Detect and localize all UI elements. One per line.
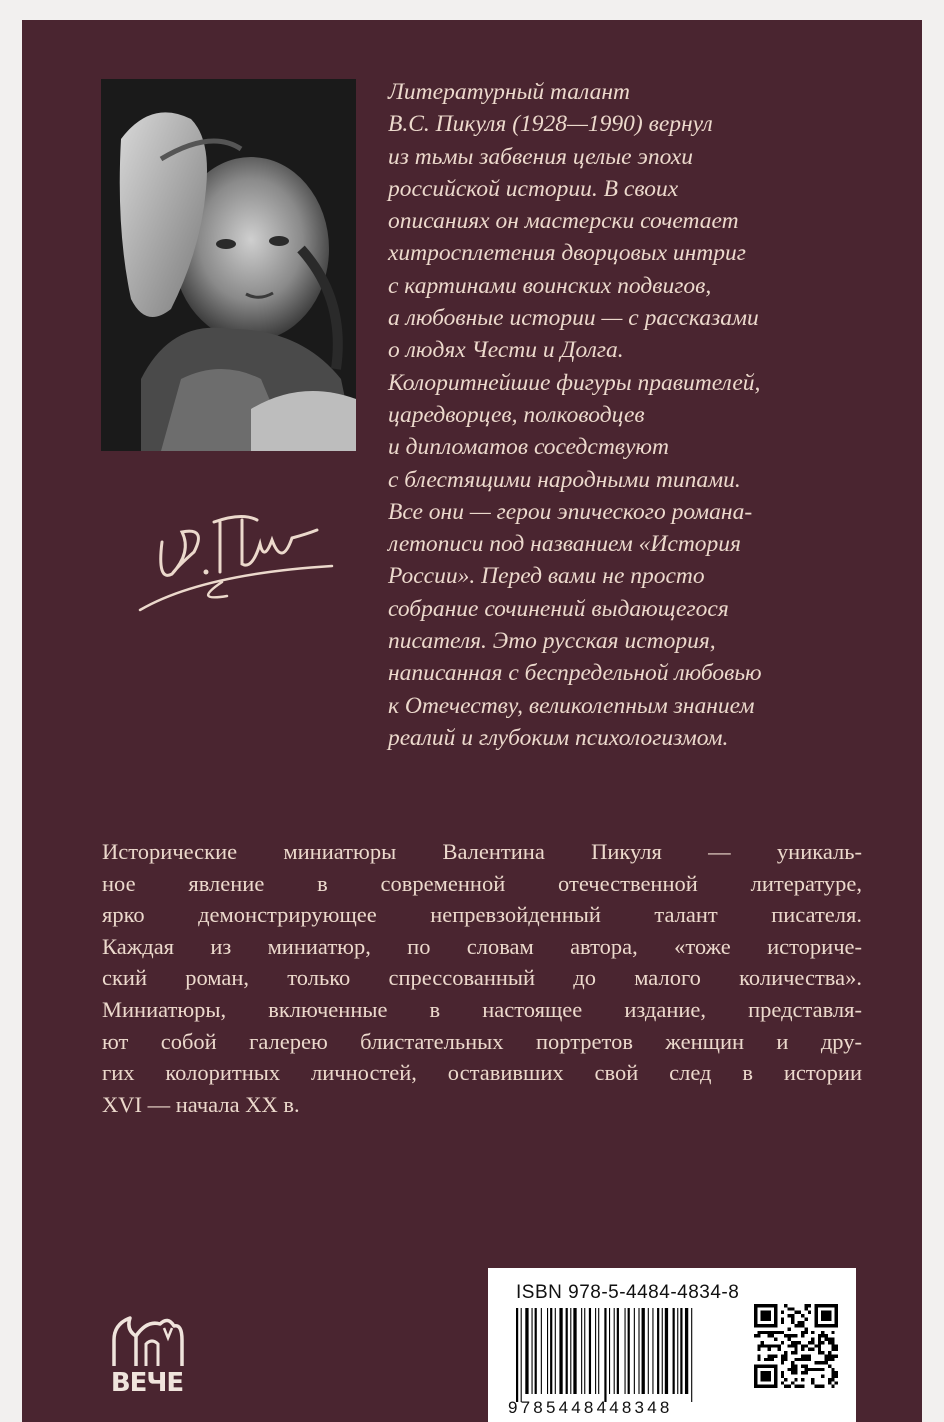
qr-module [801, 1348, 804, 1351]
qr-module [804, 1304, 807, 1307]
qr-module [784, 1378, 787, 1381]
barcode-bar [673, 1308, 675, 1394]
qr-module [804, 1331, 807, 1334]
barcode-bar [541, 1308, 542, 1394]
qr-module [771, 1334, 774, 1337]
bio-line: а любовные истории — с рассказами [388, 305, 759, 332]
qr-module [828, 1338, 831, 1341]
qr-module [818, 1348, 821, 1351]
barcode-bar [691, 1308, 692, 1402]
qr-module [794, 1351, 797, 1354]
qr-module [781, 1375, 784, 1378]
qr-module [821, 1341, 824, 1344]
isbn-number: ISBN 978-5-4484-4834-8 [516, 1282, 740, 1303]
description-line: Каждая из миниатюр, по словам автора, «тоже историче- [102, 933, 862, 959]
qr-module [774, 1331, 777, 1334]
qr-module [804, 1358, 807, 1361]
qr-module [771, 1358, 774, 1361]
qr-module [757, 1354, 760, 1357]
qr-module [767, 1358, 770, 1361]
qr-module [791, 1344, 794, 1347]
barcode-bar [584, 1308, 585, 1394]
qr-module [757, 1348, 760, 1351]
barcode-bar [652, 1308, 653, 1394]
qr-module [791, 1314, 794, 1317]
qr-module [757, 1358, 760, 1361]
description-line: Миниатюры, включенные в настоящее издание, представля- [102, 996, 862, 1022]
qr-module [835, 1354, 838, 1357]
qr-module [811, 1348, 814, 1351]
qr-module [831, 1358, 834, 1361]
qr-module [818, 1341, 821, 1344]
bio-line: Все они — герои эпического романа- [388, 498, 753, 525]
qr-module [784, 1354, 787, 1357]
kremlin-tower-icon [102, 1310, 192, 1370]
description-line: Исторические миниатюры Валентина Пикуля — уникаль- [102, 839, 862, 864]
qr-module [791, 1381, 794, 1384]
bio-line: с блестящими народными типами. [388, 466, 741, 493]
description-line: ский роман, только спрессованный до малого количества». [102, 965, 862, 991]
qr-module [798, 1358, 801, 1361]
barcode-bar [521, 1308, 522, 1402]
qr-module [828, 1364, 831, 1367]
qr-module [804, 1364, 807, 1367]
qr-module [808, 1311, 811, 1314]
barcode-bar [680, 1308, 682, 1394]
barcode-bar [550, 1308, 552, 1394]
qr-module [784, 1358, 787, 1361]
bio-line: писателя. Это русская история, [388, 628, 716, 655]
bio-line: царедворцев, полководцев [388, 401, 645, 428]
qr-module [788, 1307, 791, 1310]
qr-module [808, 1354, 811, 1357]
qr-module [818, 1361, 821, 1364]
qr-module [781, 1371, 784, 1374]
qr-module [828, 1358, 831, 1361]
qr-module [794, 1378, 797, 1381]
qr-module [794, 1371, 797, 1374]
barcode-bar [598, 1308, 599, 1394]
qr-module [831, 1348, 834, 1351]
barcode-bar [657, 1308, 659, 1394]
qr-module [791, 1351, 794, 1354]
qr-module [757, 1334, 760, 1337]
qr-module [804, 1307, 807, 1310]
qr-module [804, 1354, 807, 1357]
qr-module [835, 1381, 838, 1384]
qr-module [781, 1341, 784, 1344]
qr-module [788, 1314, 791, 1317]
author-signature [132, 482, 352, 622]
description-line: ярко демонстрирующее непревзойденный талант писателя. [102, 902, 862, 928]
barcode-bar [547, 1308, 548, 1394]
bio-line: реалий и глубоким психологизмом. [388, 724, 729, 751]
qr-module [825, 1361, 828, 1364]
qr-module [821, 1361, 824, 1364]
qr-module [791, 1321, 794, 1324]
qr-module [804, 1371, 807, 1374]
qr-module [828, 1351, 831, 1354]
qr-module [828, 1341, 831, 1344]
barcode-bar [617, 1308, 619, 1394]
barcode-bar [525, 1308, 528, 1394]
qr-module [811, 1378, 814, 1381]
barcode-bar [581, 1308, 582, 1394]
qr-module [761, 1311, 771, 1321]
description-line: XVI — начала XX в. [102, 1091, 300, 1117]
bio-line: и дипломатов соседствуют [388, 434, 669, 461]
qr-module [831, 1338, 834, 1341]
book-description-text [102, 836, 862, 1120]
qr-module [794, 1364, 797, 1367]
qr-module [831, 1368, 834, 1371]
qr-module [808, 1304, 811, 1307]
qr-module [804, 1368, 807, 1371]
qr-module [814, 1385, 817, 1388]
barcode-bar [614, 1308, 615, 1394]
description-line: ют собой галерею блистательных портретов женщин и дру- [102, 1028, 862, 1054]
qr-module [818, 1344, 821, 1347]
qr-module [767, 1334, 770, 1337]
barcode-bar [634, 1308, 635, 1394]
qr-module [818, 1351, 821, 1354]
qr-module [798, 1324, 801, 1327]
qr-module [791, 1364, 794, 1367]
bio-line: к Отечеству, великолепным знанием [388, 692, 755, 719]
qr-module [757, 1331, 760, 1334]
qr-module [784, 1334, 787, 1337]
portrait-illustration [101, 79, 356, 451]
bio-line: хитросплетения дворцовых интриг [388, 240, 746, 267]
qr-module [825, 1354, 828, 1357]
qr-module [794, 1358, 797, 1361]
qr-module [788, 1334, 791, 1337]
qr-module [831, 1371, 834, 1374]
qr-module [818, 1368, 821, 1371]
barcode-bar [532, 1308, 533, 1394]
qr-module [764, 1344, 767, 1347]
qr-module [825, 1358, 828, 1361]
bio-line: собрание сочинений выдающегося [388, 595, 729, 622]
barcode-bar [595, 1308, 596, 1394]
qr-module [791, 1368, 794, 1371]
qr-module [828, 1378, 831, 1381]
qr-module [794, 1324, 797, 1327]
qr-module [808, 1348, 811, 1351]
qr-module [811, 1338, 814, 1341]
qr-module [794, 1385, 797, 1388]
publisher-name: ВЕЧЕ [110, 1368, 184, 1398]
barcode-bar [555, 1308, 556, 1394]
qr-module [778, 1348, 781, 1351]
qr-code-icon [754, 1304, 838, 1388]
qr-module [794, 1344, 797, 1347]
qr-module [821, 1334, 824, 1337]
qr-module [767, 1331, 770, 1334]
qr-module [778, 1344, 781, 1347]
qr-module [811, 1331, 814, 1334]
barcode-bar [559, 1308, 562, 1394]
qr-module [821, 1311, 831, 1321]
qr-module [801, 1344, 804, 1347]
barcode-bar [665, 1308, 668, 1394]
qr-module [767, 1348, 770, 1351]
qr-module [781, 1321, 784, 1324]
qr-module [801, 1371, 804, 1374]
qr-module [814, 1344, 817, 1347]
barcode-bar [625, 1308, 626, 1394]
bio-line: из тьмы забвения целые эпохи [388, 143, 694, 170]
barcode-bar [685, 1308, 688, 1394]
qr-module [788, 1328, 791, 1331]
qr-module [831, 1375, 834, 1378]
qr-module [818, 1334, 821, 1337]
qr-module [788, 1385, 791, 1388]
qr-module [831, 1331, 834, 1334]
barcode-bar [604, 1308, 606, 1402]
qr-module [788, 1338, 791, 1341]
qr-module [811, 1381, 814, 1384]
qr-module [808, 1368, 811, 1371]
qr-module [774, 1354, 777, 1357]
bio-line: летописи под названием «История [388, 531, 741, 558]
qr-module [818, 1338, 821, 1341]
qr-module [828, 1381, 831, 1384]
qr-module [835, 1375, 838, 1378]
qr-module [764, 1358, 767, 1361]
qr-module [798, 1385, 801, 1388]
qr-module [814, 1368, 817, 1371]
qr-module [774, 1338, 777, 1341]
barcode-bar [566, 1308, 568, 1394]
qr-module [821, 1385, 824, 1388]
qr-module [821, 1331, 824, 1334]
qr-module [801, 1314, 804, 1317]
qr-module [781, 1317, 784, 1320]
bio-line: описаниях он мастерски сочетает [388, 208, 739, 235]
barcode-bar [648, 1308, 649, 1394]
qr-module [791, 1307, 794, 1310]
qr-module [821, 1368, 824, 1371]
qr-module [784, 1385, 787, 1388]
bio-line: В.С. Пикуля (1928—1990) вернул [388, 111, 713, 138]
qr-module [761, 1371, 771, 1381]
qr-module [828, 1354, 831, 1357]
qr-module [804, 1344, 807, 1347]
author-bio-text [388, 76, 908, 754]
qr-module [784, 1304, 787, 1307]
qr-module [764, 1331, 767, 1334]
qr-module [814, 1361, 817, 1364]
qr-module [757, 1344, 760, 1347]
qr-module [811, 1341, 814, 1344]
barcode-bar [677, 1308, 678, 1394]
qr-module [794, 1368, 797, 1371]
qr-module [825, 1334, 828, 1337]
qr-module [831, 1378, 834, 1381]
author-portrait-photo [101, 79, 356, 451]
qr-module [781, 1354, 784, 1357]
qr-module [788, 1368, 791, 1371]
qr-module [781, 1311, 784, 1314]
qr-module [808, 1358, 811, 1361]
qr-module [801, 1321, 804, 1324]
qr-module [801, 1331, 804, 1334]
bio-line: Литературный талант [388, 79, 630, 105]
qr-module [818, 1385, 821, 1388]
barcode-bar [589, 1308, 591, 1394]
qr-module [781, 1381, 784, 1384]
qr-module [791, 1334, 794, 1337]
qr-module [798, 1311, 801, 1314]
qr-module [831, 1344, 834, 1347]
qr-module [794, 1311, 797, 1314]
description-line: ное явление в современной отечественной литературе, [102, 870, 862, 896]
qr-module [791, 1361, 794, 1364]
barcode-bar [516, 1308, 518, 1402]
description-line: гих колоритных личностей, оставивших свой след в истории [102, 1060, 862, 1086]
qr-module [754, 1334, 757, 1337]
barcode-bar [628, 1308, 630, 1394]
qr-module [835, 1348, 838, 1351]
bio-line: российской истории. В своих [388, 175, 679, 202]
qr-module [778, 1331, 781, 1334]
qr-module [767, 1354, 770, 1357]
barcode-bar [638, 1308, 639, 1394]
qr-module [801, 1334, 804, 1337]
qr-module [771, 1331, 774, 1334]
book-back-cover [22, 20, 922, 1422]
qr-module [821, 1351, 824, 1354]
qr-module [801, 1385, 804, 1388]
qr-module [804, 1328, 807, 1331]
barcode-bar [535, 1308, 537, 1394]
qr-module [794, 1348, 797, 1351]
qr-module [761, 1341, 764, 1344]
isbn-barcode-area [488, 1268, 856, 1422]
qr-module [791, 1317, 794, 1320]
qr-module [821, 1375, 824, 1378]
qr-module [825, 1338, 828, 1341]
qr-module [801, 1378, 804, 1381]
bio-line: Колоритнейшие фигуры правителей, [388, 369, 761, 396]
qr-module [835, 1371, 838, 1374]
qr-module [761, 1331, 764, 1334]
qr-module [784, 1351, 787, 1354]
qr-module [808, 1341, 811, 1344]
qr-module [794, 1341, 797, 1344]
qr-module [801, 1358, 804, 1361]
qr-module [791, 1341, 794, 1344]
qr-module [791, 1371, 794, 1374]
qr-module [831, 1341, 834, 1344]
barcode-bar [609, 1308, 610, 1394]
qr-module [798, 1321, 801, 1324]
bio-line: написанная с беспредельной любовью [388, 660, 762, 687]
qr-module [798, 1341, 801, 1344]
qr-module [831, 1385, 834, 1388]
qr-module [804, 1317, 807, 1320]
barcode-bar [642, 1308, 645, 1394]
qr-module [771, 1344, 774, 1347]
ean-barcode [514, 1308, 750, 1402]
publisher-logo [102, 1310, 192, 1410]
qr-module [771, 1354, 774, 1357]
barcode-digits: 9785448448348 [508, 1398, 673, 1417]
bio-line: с картинами воинских подвигов, [388, 272, 712, 299]
barcode-bar [662, 1308, 663, 1394]
bio-line: России». Перед вами не просто [388, 563, 705, 590]
bio-line: о людях Чести и Долга. [388, 337, 624, 364]
qr-module [801, 1324, 804, 1327]
qr-module [811, 1368, 814, 1371]
qr-module [781, 1361, 784, 1364]
barcode-bar [573, 1308, 576, 1394]
qr-module [835, 1344, 838, 1347]
qr-module [801, 1364, 804, 1367]
qr-module [767, 1344, 770, 1347]
qr-module [831, 1354, 834, 1357]
qr-module [794, 1334, 797, 1337]
qr-module [788, 1344, 791, 1347]
qr-module [781, 1358, 784, 1361]
qr-module [801, 1354, 804, 1357]
barcode-bar [570, 1308, 571, 1394]
qr-module [781, 1331, 784, 1334]
qr-module [774, 1344, 777, 1347]
qr-module [761, 1344, 764, 1347]
